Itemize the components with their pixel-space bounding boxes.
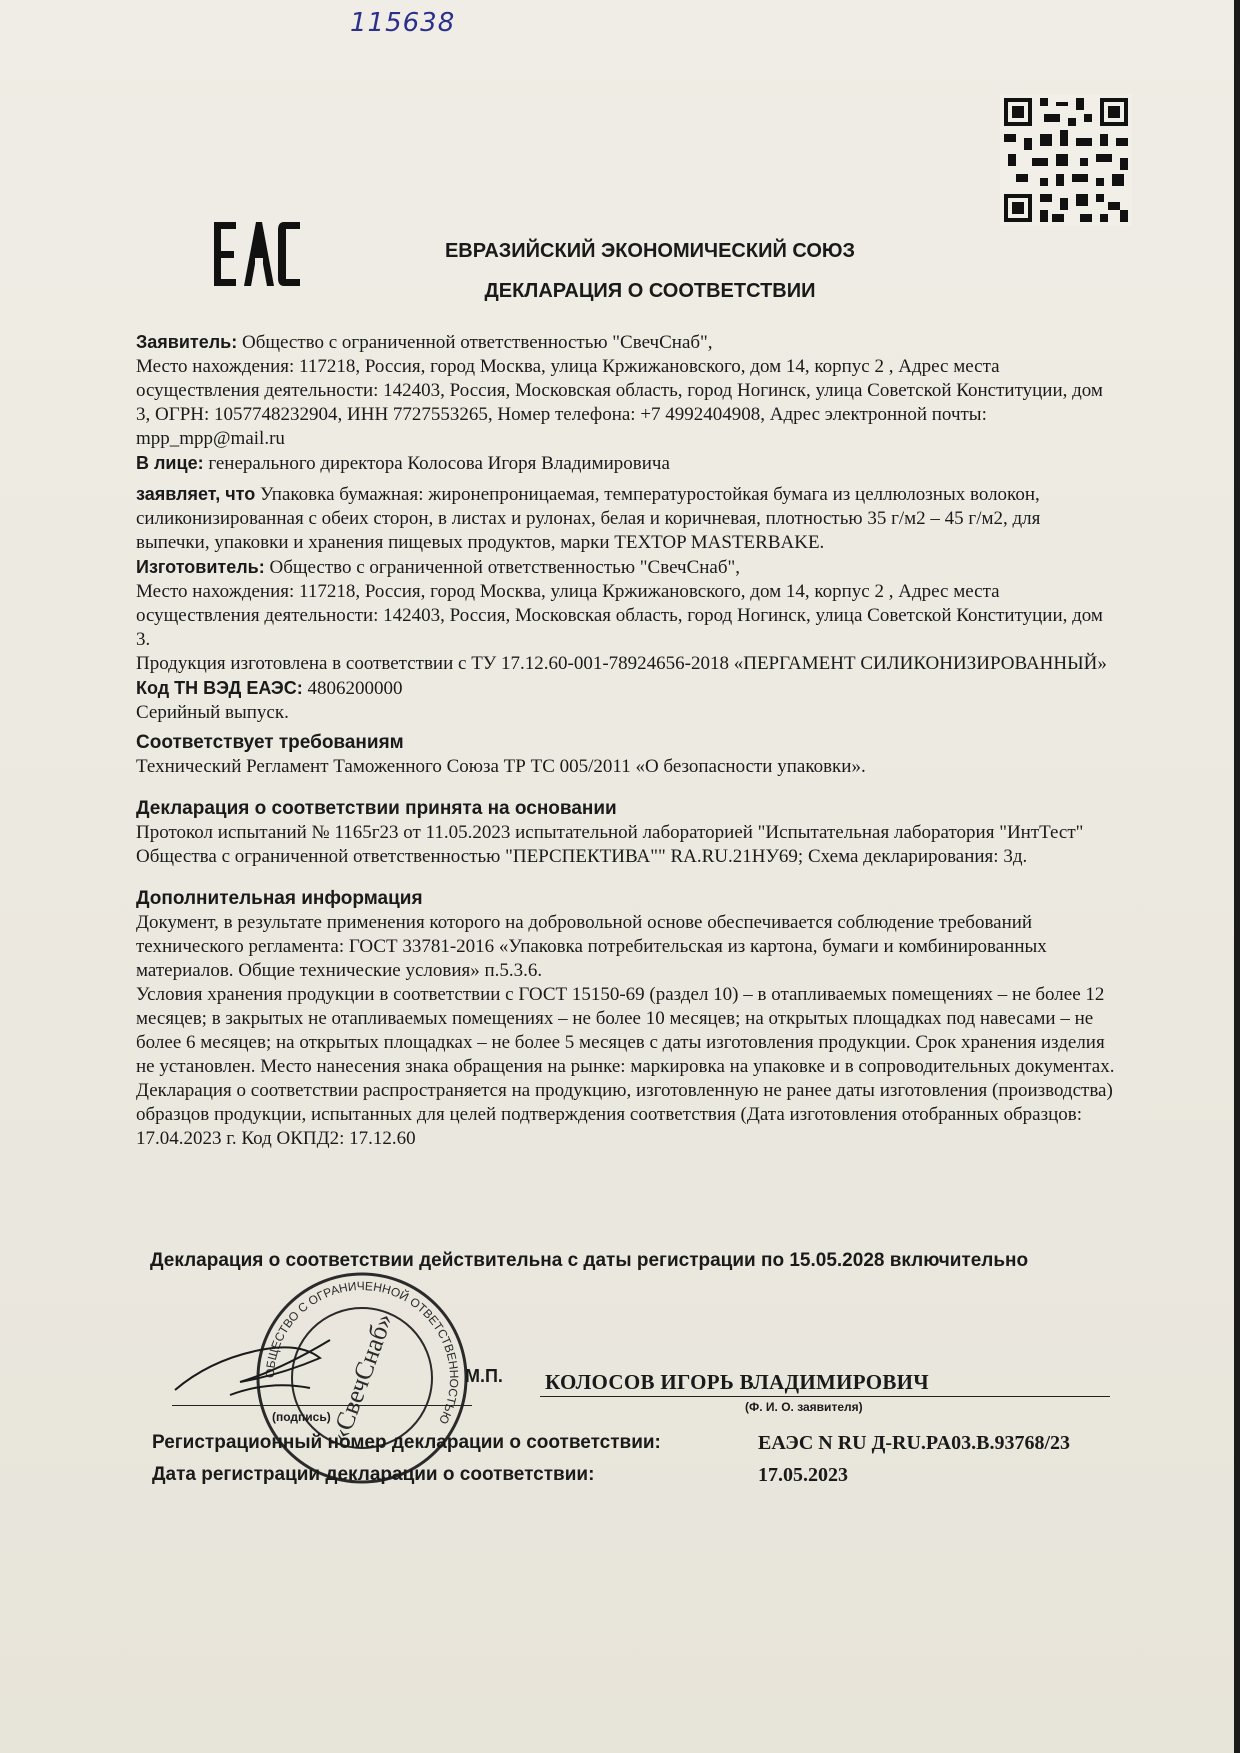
applicant-address: Место нахождения: 117218, Россия, город Москва, улица Кржижановского, дом 14, корпус 2 , Адрес места осуществления деятельности: 142403, Россия, Московская область, город Ногинск, улица Советской Конституции, дом 3, ОГРН: 1057748232904, ИНН 7727553265, Номер телефона: +7 4992404908, Адрес электронной почты: mpp_mpp@mail.ru xyxy=(136,356,1103,449)
union-title: ЕВРАЗИЙСКИЙ ЭКОНОМИЧЕСКИЙ СОЮЗ xyxy=(444,240,856,262)
serial-text: Серийный выпуск. xyxy=(136,702,289,723)
manufacturer-address: Место нахождения: 117218, Россия, город Москва, улица Кржижановского, дом 14, корпус 2 , Адрес места осуществления деятельности: 142403, Россия, Московская область, город Ногинск, улица Советской Конституции, дом 3. xyxy=(136,581,1103,650)
declares-label: заявляет, что xyxy=(136,484,256,504)
applicant-name: КОЛОСОВ ИГОРЬ ВЛАДИМИРОВИЧ xyxy=(545,1370,930,1394)
code-label: Код ТН ВЭД ЕАЭС: xyxy=(136,678,303,698)
svg-text:«СвечСнаб»: «СвечСнаб» xyxy=(324,1309,399,1447)
document-title: ДЕКЛАРАЦИЯ О СООТВЕТСТВИИ xyxy=(484,280,816,302)
applicant-text: Общество с ограниченной ответственностью "СвечСнаб", xyxy=(242,332,713,353)
additional-p2: Условия хранения продукции в соответствии с ГОСТ 15150-69 (раздел 10) – в отапливаемых помещениях – не более 12 месяцев; в закрытых не отапливаемых помещениях – не более 10 месяцев; на открытых площадках под навесами – не более 6 месяцев; на открытых площадках – не более 5 месяцев с даты изготовления продукции. Срок хранения изделия не установлен. Место нанесения знака обращения на рынке: маркировка на упаковке и в сопроводительных документах. xyxy=(136,984,1115,1077)
requirements-heading: Соответствует требованиям xyxy=(136,732,404,753)
produced-text: Продукция изготовлена в соответствии с ТУ 17.12.60-001-78924656-2018 «ПЕРГАМЕНТ СИЛИКОНИЗИРОВАННЫЙ» xyxy=(136,653,1107,674)
registration-date-value: 17.05.2023 xyxy=(758,1464,848,1486)
manufacturer-line xyxy=(136,555,1116,580)
declares-line xyxy=(136,482,1116,555)
person-line xyxy=(136,451,1116,476)
registration-number-label: Регистрационный номер декларации о соответствии: xyxy=(152,1432,661,1453)
registration-number-value: ЕАЭС N RU Д-RU.PA03.B.93768/23 xyxy=(758,1432,1071,1454)
basis-heading: Декларация о соответствии принята на основании xyxy=(136,798,617,819)
seal-mark: М.П. xyxy=(465,1366,503,1386)
signature-line xyxy=(172,1405,472,1406)
additional-p3: Декларация о соответствии распространяется на продукцию, изготовленную не ранее даты изготовления (производства) образцов продукции, испытанных для целей подтверждения соответствия (Дата изготовления отобранных образцов: 17.04.2023 г. Код ОКПД2: 17.12.60 xyxy=(136,1080,1113,1149)
basis-text: Протокол испытаний № 1165г23 от 11.05.2023 испытательной лабораторией "Испытательная лаборатория "ИнтТест" Общества с ограниченной ответственностью "ПЕРСПЕКТИВА"" RA.RU.21НУ69; Схема декларирования: 3д. xyxy=(136,822,1084,867)
additional-p1: Документ, в результате применения которого на добровольной основе обеспечивается соблюдение требований технического регламента: ГОСТ 33781-2016 «Упаковка потребительская из картона, бумаги и комбинированных материалов. Общие технические условия» п.5.3.6. xyxy=(136,912,1047,981)
validity-text: Декларация о соответствии действительна с даты регистрации по 15.05.2028 включительно xyxy=(150,1250,1029,1271)
qr-code-icon xyxy=(1000,94,1132,226)
signature-caption: (подпись) xyxy=(272,1410,331,1424)
person-text: генерального директора Колосова Игоря Владимировича xyxy=(208,453,670,474)
applicant-line xyxy=(136,330,1116,355)
code-line xyxy=(136,676,1116,701)
document-body xyxy=(136,330,1116,1151)
requirements-text: Технический Регламент Таможенного Союза ТР ТС 005/2011 «О безопасности упаковки». xyxy=(136,756,866,777)
registration-date-label: Дата регистрации декларации о соответствии: xyxy=(152,1464,595,1485)
declares-text: Упаковка бумажная: жиронепроницаемая, температуростойкая бумага из целлюлозных волокон, силиконизированная с обеих сторон, в листах и рулонах, белая и коричневая, плотностью 35 г/м2 – 45 г/м2, для выпечки, упаковки и хранения пищевых продуктов, марки TEXTOP MASTERBAKE. xyxy=(136,484,1041,553)
handwritten-number: 115638 xyxy=(350,8,456,38)
manufacturer-label: Изготовитель: xyxy=(136,557,265,577)
svg-text:ОБЩЕСТВО С ОГРАНИЧЕННОЙ ОТВЕТС: ОБЩЕСТВО С ОГРАНИЧЕННОЙ ОТВЕТСТВЕННОСТЬЮ xyxy=(262,1278,462,1427)
applicant-signature xyxy=(170,1320,340,1410)
name-line xyxy=(540,1396,1110,1397)
manufacturer-text: Общество с ограниченной ответственностью "СвечСнаб", xyxy=(269,557,741,578)
code-value: 4806200000 xyxy=(307,678,403,699)
name-caption: (Ф. И. О. заявителя) xyxy=(745,1400,863,1414)
additional-heading: Дополнительная информация xyxy=(136,888,423,909)
person-label: В лице: xyxy=(136,453,204,473)
applicant-label: Заявитель: xyxy=(136,332,238,352)
